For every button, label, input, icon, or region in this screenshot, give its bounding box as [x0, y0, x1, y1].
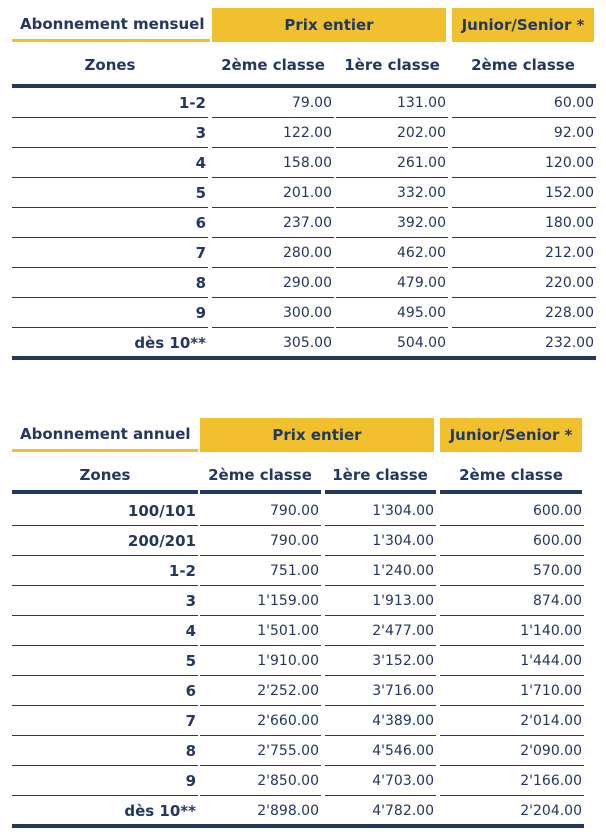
table-row — [0, 766, 606, 796]
table-row — [0, 796, 606, 826]
price-2nd-cell: 201.00 — [283, 185, 332, 201]
table-row — [0, 496, 606, 526]
zone-cell: 7 — [185, 712, 196, 730]
price-2nd-cell: 122.00 — [283, 125, 332, 141]
price-js-2nd-cell: 180.00 — [545, 215, 594, 231]
zone-cell: 3 — [185, 592, 196, 610]
price-1st-cell: 479.00 — [397, 275, 446, 291]
annual-header-rule-js — [440, 490, 582, 494]
price-js-2nd-cell: 1'710.00 — [520, 683, 582, 699]
table-row — [0, 706, 606, 736]
monthly-junior-senior-header: Junior/Senior * — [452, 8, 594, 42]
price-1st-cell: 4'389.00 — [372, 713, 434, 729]
price-js-2nd-cell: 2'014.00 — [520, 713, 582, 729]
price-1st-cell: 131.00 — [397, 95, 446, 111]
table-row — [0, 328, 606, 358]
zone-cell: 1-2 — [168, 562, 196, 580]
annual-header-rule-2nd — [200, 490, 321, 494]
monthly-col-2nd-class: 2ème classe — [221, 56, 325, 74]
monthly-full-price-header: Prix entier — [212, 8, 446, 42]
table-row — [0, 148, 606, 178]
price-2nd-cell: 2'252.00 — [257, 683, 319, 699]
price-1st-cell: 4'703.00 — [372, 773, 434, 789]
price-js-2nd-cell: 600.00 — [533, 533, 582, 549]
annual-header-rule-1st — [325, 490, 436, 494]
annual-title: Abonnement annuel — [12, 418, 198, 452]
monthly-bottom-rule — [12, 356, 596, 360]
price-2nd-cell: 2'898.00 — [257, 803, 319, 819]
table-row — [0, 208, 606, 238]
price-2nd-cell: 790.00 — [270, 503, 319, 519]
table-row — [0, 88, 606, 118]
zone-cell: 200/201 — [127, 532, 196, 550]
annual-header-rule-zones — [12, 490, 198, 494]
price-js-2nd-cell: 600.00 — [533, 503, 582, 519]
price-2nd-cell: 1'501.00 — [257, 623, 319, 639]
zone-cell: 9 — [195, 304, 206, 322]
price-2nd-cell: 2'660.00 — [257, 713, 319, 729]
zone-cell: 3 — [195, 124, 206, 142]
price-1st-cell: 3'152.00 — [372, 653, 434, 669]
price-js-2nd-cell: 220.00 — [545, 275, 594, 291]
price-1st-cell: 332.00 — [397, 185, 446, 201]
monthly-col-js-2nd-class: 2ème classe — [471, 56, 575, 74]
price-js-2nd-cell: 152.00 — [545, 185, 594, 201]
price-js-2nd-cell: 1'140.00 — [520, 623, 582, 639]
zone-cell: 6 — [195, 214, 206, 232]
price-2nd-cell: 1'910.00 — [257, 653, 319, 669]
annual-col-2nd-class: 2ème classe — [208, 466, 312, 484]
price-js-2nd-cell: 232.00 — [545, 335, 594, 351]
zone-cell: 7 — [195, 244, 206, 262]
zone-cell: 8 — [195, 274, 206, 292]
monthly-table — [0, 0, 606, 365]
price-1st-cell: 3'716.00 — [372, 683, 434, 699]
price-2nd-cell: 790.00 — [270, 533, 319, 549]
price-1st-cell: 4'546.00 — [372, 743, 434, 759]
price-1st-cell: 504.00 — [397, 335, 446, 351]
price-2nd-cell: 1'159.00 — [257, 593, 319, 609]
price-2nd-cell: 158.00 — [283, 155, 332, 171]
table-row — [0, 268, 606, 298]
table-row — [0, 298, 606, 328]
price-1st-cell: 1'304.00 — [372, 533, 434, 549]
price-js-2nd-cell: 2'090.00 — [520, 743, 582, 759]
monthly-title: Abonnement mensuel — [12, 8, 210, 42]
annual-bottom-rule — [12, 824, 584, 828]
price-js-2nd-cell: 228.00 — [545, 305, 594, 321]
table-row — [0, 736, 606, 766]
price-1st-cell: 1'304.00 — [372, 503, 434, 519]
table-row — [0, 178, 606, 208]
price-2nd-cell: 237.00 — [283, 215, 332, 231]
zone-cell: 5 — [185, 652, 196, 670]
zone-cell: 4 — [185, 622, 196, 640]
price-2nd-cell: 300.00 — [283, 305, 332, 321]
table-row — [0, 526, 606, 556]
annual-full-price-header: Prix entier — [200, 418, 434, 452]
price-js-2nd-cell: 570.00 — [533, 563, 582, 579]
zone-cell: 4 — [195, 154, 206, 172]
price-js-2nd-cell: 2'166.00 — [520, 773, 582, 789]
price-1st-cell: 202.00 — [397, 125, 446, 141]
annual-col-js-2nd-class: 2ème classe — [459, 466, 563, 484]
zone-cell: 5 — [195, 184, 206, 202]
annual-junior-senior-header: Junior/Senior * — [440, 418, 582, 452]
table-row — [0, 676, 606, 706]
price-js-2nd-cell: 92.00 — [553, 125, 594, 141]
price-js-2nd-cell: 1'444.00 — [520, 653, 582, 669]
monthly-col-zones: Zones — [84, 56, 136, 74]
price-2nd-cell: 2'850.00 — [257, 773, 319, 789]
table-row — [0, 556, 606, 586]
zone-cell: 9 — [185, 772, 196, 790]
price-js-2nd-cell: 874.00 — [533, 593, 582, 609]
zone-cell: dès 10** — [134, 334, 206, 352]
table-row — [0, 646, 606, 676]
monthly-col-1st-class: 1ère classe — [344, 56, 440, 74]
annual-table — [0, 410, 606, 840]
price-1st-cell: 462.00 — [397, 245, 446, 261]
table-row — [0, 616, 606, 646]
zone-cell: 100/101 — [127, 502, 196, 520]
zone-cell: dès 10** — [124, 802, 196, 820]
price-2nd-cell: 280.00 — [283, 245, 332, 261]
price-2nd-cell: 305.00 — [283, 335, 332, 351]
annual-col-1st-class: 1ère classe — [332, 466, 428, 484]
zone-cell: 8 — [185, 742, 196, 760]
table-row — [0, 238, 606, 268]
price-2nd-cell: 79.00 — [291, 95, 332, 111]
price-1st-cell: 1'240.00 — [372, 563, 434, 579]
price-2nd-cell: 290.00 — [283, 275, 332, 291]
annual-col-zones: Zones — [79, 466, 131, 484]
price-2nd-cell: 2'755.00 — [257, 743, 319, 759]
price-1st-cell: 261.00 — [397, 155, 446, 171]
table-row — [0, 118, 606, 148]
price-js-2nd-cell: 2'204.00 — [520, 803, 582, 819]
price-1st-cell: 2'477.00 — [372, 623, 434, 639]
price-1st-cell: 495.00 — [397, 305, 446, 321]
table-row — [0, 586, 606, 616]
zone-cell: 1-2 — [178, 94, 206, 112]
price-2nd-cell: 751.00 — [270, 563, 319, 579]
price-1st-cell: 392.00 — [397, 215, 446, 231]
price-1st-cell: 4'782.00 — [372, 803, 434, 819]
price-js-2nd-cell: 212.00 — [545, 245, 594, 261]
zone-cell: 6 — [185, 682, 196, 700]
price-1st-cell: 1'913.00 — [372, 593, 434, 609]
price-js-2nd-cell: 60.00 — [553, 95, 594, 111]
price-js-2nd-cell: 120.00 — [545, 155, 594, 171]
